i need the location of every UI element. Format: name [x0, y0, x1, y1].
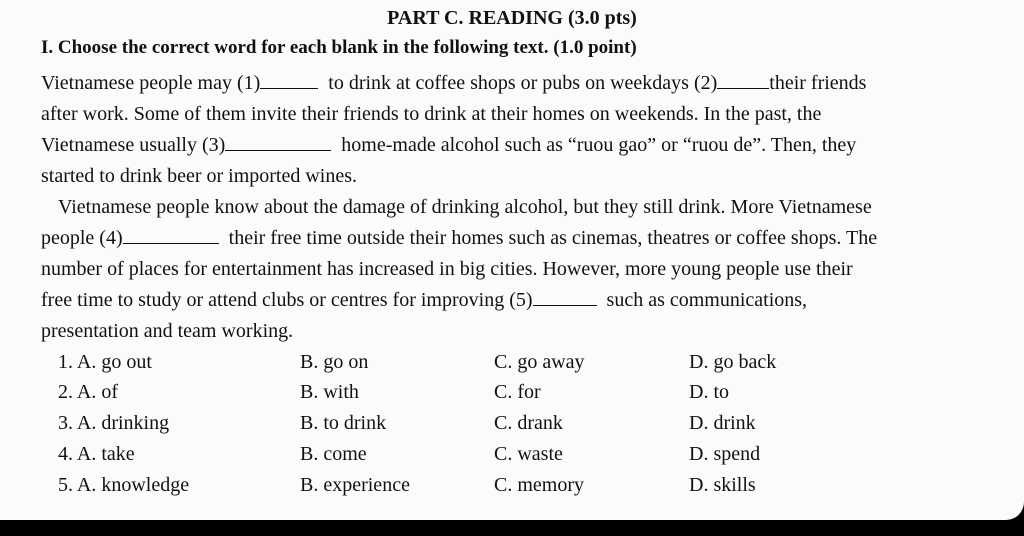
option-2b: B. with: [300, 381, 359, 403]
option-3c: C. drank: [494, 412, 563, 434]
passage-text: to drink at coffee shops or pubs on weekdays (2): [328, 72, 718, 94]
passage-line-7: number of places for entertainment has increased in big cities. However, more young people use their: [41, 258, 853, 280]
option-5c: C. memory: [494, 474, 584, 496]
blank-2: [717, 70, 769, 89]
option-2a: 2. A. of: [58, 381, 118, 403]
option-4b: B. come: [300, 443, 367, 465]
option-3d: D. drink: [689, 412, 756, 434]
passage-text: home-made alcohol such as “ruou gao” or “ruou de”. Then, they: [341, 134, 857, 156]
passage-line-3: [41, 130, 1001, 160]
passage-text: Vietnamese usually (3): [41, 134, 226, 156]
passage-line-8: [41, 285, 1001, 315]
option-1a: 1. A. go out: [58, 351, 152, 373]
part-title: PART C. READING (3.0 pts): [387, 7, 637, 29]
passage-line-5: Vietnamese people know about the damage of drinking alcohol, but they still drink. More Vietnamese: [58, 196, 872, 218]
passage-text: Vietnamese people may (1): [41, 72, 261, 94]
passage-line-6: [41, 223, 1001, 253]
option-5d: D. skills: [689, 474, 756, 496]
passage-line-1: [41, 68, 1001, 98]
option-3b: B. to drink: [300, 412, 387, 434]
passage-text: their free time outside their homes such as cinemas, theatres or coffee shops. The: [228, 227, 878, 249]
option-1c: C. go away: [494, 351, 585, 373]
blank-1: [260, 70, 318, 89]
blank-5: [533, 287, 597, 306]
section-instruction: I. Choose the correct word for each blank in the following text. (1.0 point): [41, 37, 637, 58]
passage-text: their friends: [769, 72, 867, 94]
option-1b: B. go on: [300, 351, 369, 373]
option-1d: D. go back: [689, 351, 777, 373]
option-2c: C. for: [494, 381, 541, 403]
passage-text: free time to study or attend clubs or centres for improving (5): [41, 289, 533, 311]
passage-line-2: after work. Some of them invite their friends to drink at their homes on weekends. In the past, the: [41, 103, 822, 125]
option-2d: D. to: [689, 381, 729, 403]
passage-line-4: started to drink beer or imported wines.: [41, 165, 358, 187]
passage-text: people (4): [41, 227, 123, 249]
option-4a: 4. A. take: [58, 443, 135, 465]
passage-line-9: presentation and team working.: [41, 320, 294, 342]
option-4c: C. waste: [494, 443, 563, 465]
option-5a: 5. A. knowledge: [58, 474, 190, 496]
option-4d: D. spend: [689, 443, 761, 465]
option-5b: B. experience: [300, 474, 410, 496]
option-3a: 3. A. drinking: [58, 412, 170, 434]
passage-text: such as communications,: [606, 289, 808, 311]
blank-3: [225, 132, 331, 151]
blank-4: [123, 225, 219, 244]
